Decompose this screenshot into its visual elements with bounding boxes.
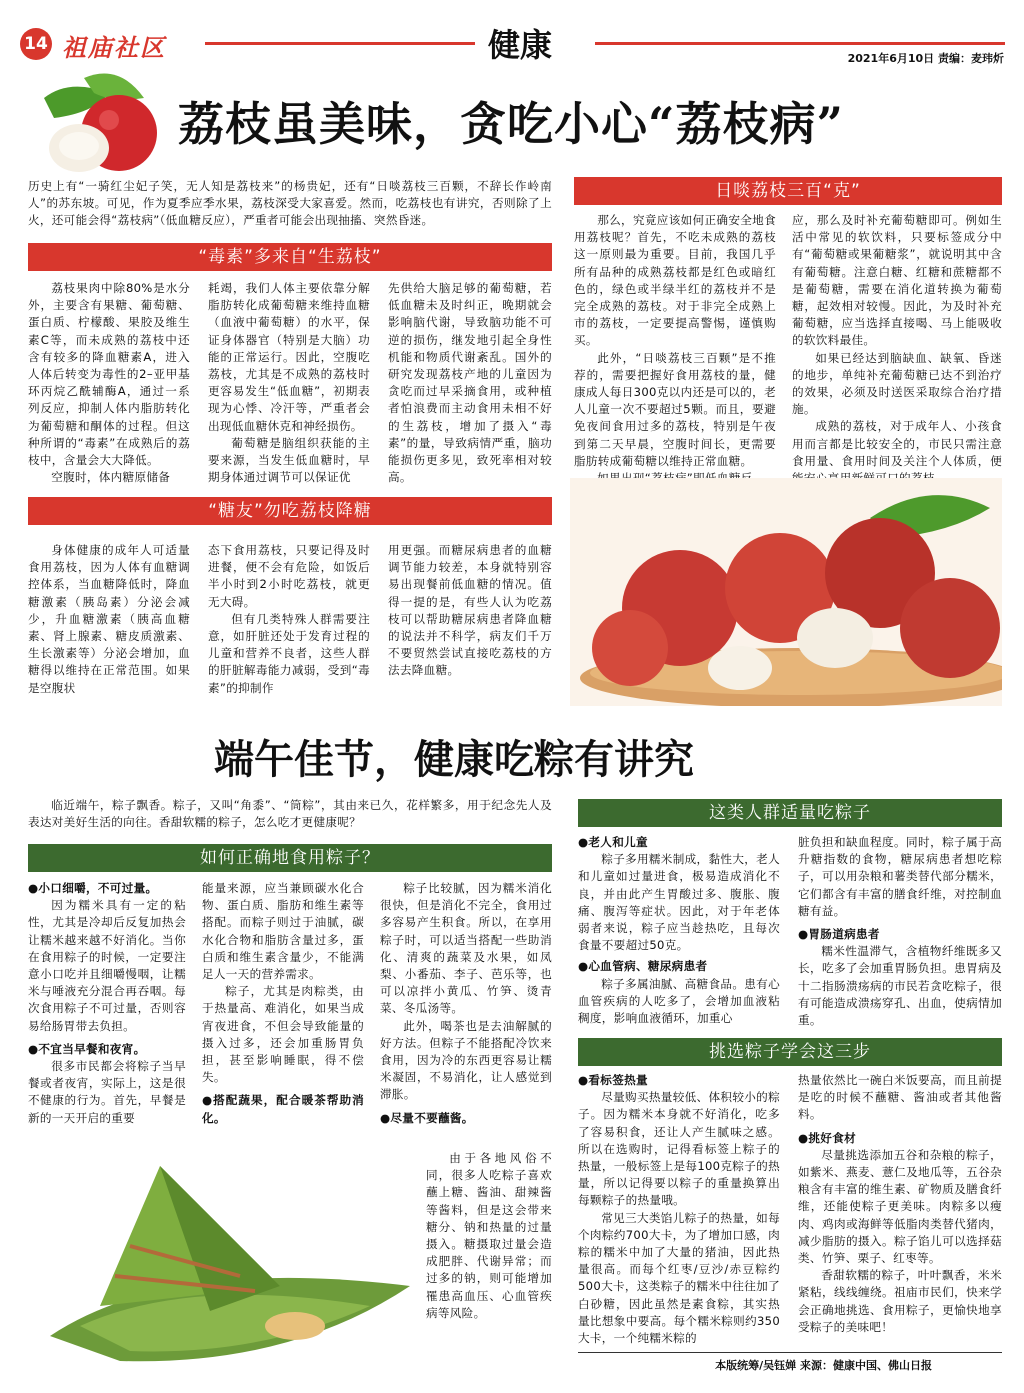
sec1-col1: 荔枝果肉中除80%是水分外，主要含有果糖、葡萄糖、蛋白质、柠檬酸、果胶及维生素C等，而未成熟的荔枝中还含有较多的降血糖素A，进入人体后转变为毒性的2–亚甲基环丙烷乙酰辅酶A，通过一系列反应，抑制人体内脂肪转化为葡萄糖和酮体的过程。但这种所谓的“毒素”在成熟后的荔枝中，含量会大大降低。 空腹时，体内糖原储备 (28, 281, 190, 485)
lychee-illustration (24, 58, 174, 178)
zongzi-illustration (40, 1136, 420, 1366)
footer-rule (578, 1352, 1002, 1353)
date-editor: 2021年6月10日 责编：麦玮炘 (847, 52, 1004, 65)
article2-intro: 临近端午，粽子飘香。粽子，又叫“角黍”、“筒粽”，其由来已久，花样繁多，用于纪念先人及表达对美好生活的向往。香甜软糯的粽子，怎么吃才更健康呢？ (28, 798, 552, 830)
section-title-choose: 挑选粽子学会这三步 (578, 1038, 1002, 1066)
sec3-col2: 应，那么及时补充葡萄糖即可。例如生活中常见的软饮料，只要标签成分中有“葡萄糖或果葡糖浆”，就说明其中含有葡萄糖。注意白糖、红糖和蔗糖都不是葡萄糖，需要在消化道转换为葡萄糖，起效相对较慢。因此，为及时补充葡萄糖，应当选择直接喝、马上能吸收的软饮料最佳。 如果已经达到脑缺血、缺氧、昏迷的地步，单纯补充葡萄糖已达不到治疗的效果，必须及时送医采取综合治疗措施。 成熟的荔枝，对于成年人、小孩食用而言都是比较安全的，市民只需注意食用量、食用时间及关注个人体质，便 (792, 213, 1002, 468)
section-title-diabetes: “糖友”勿吃荔枝降糖 (28, 497, 552, 525)
a2-col1: ●小口细嚼，不可过量。 因为糯米具有一定的粘性，尤其是冷却后反复加热会让糯米越来越不好消化。当你在食用粽子的时候，一定要注意小口吃并且细嚼慢咽，让糯米与唾液充分混合再吞咽。每次食用粽子不可过量，否则容易给肠胃带去负担。 ●不宜当早餐和夜宵。 很多市民都会将粽子当早餐或者夜宵，实际上，这是很不健康的行为。首先，早餐是新的一天开启的重要 (28, 881, 186, 1125)
section-title: 健康 (488, 26, 553, 64)
a2-choose-col2: 热量依然比一碗白米饭要高，而且前提是吃的时候不蘸糖、酱油或者其他酱料。 ●挑好食材 尽量挑选添加五谷和杂粮的粽子，如紫米、燕麦、薏仁及地瓜等，五谷杂粮含有丰富的维生素、矿物质及膳食纤维，还能使粽子更美味。肉粽多以瘦肉、鸡肉或海鲜等低脂肉类替代猪肉，减少脂肪的摄入。粽子馅儿可以选择菇类、竹笋、栗子、红枣等。 香甜软糯的粽子，叶叶飘香，米米紧粘，线线缠绕。祖庙市民们，快来学会正确地挑选、食用粽子，更愉快地享受粽子的美味吧！ (798, 1073, 1002, 1334)
section-brand: 祖庙社区 (62, 33, 166, 62)
lychee-bowl-photo (570, 478, 1002, 706)
header-rule-left (205, 42, 475, 45)
sec2-col2: 态下食用荔枝，只要记得及时进餐，便不会有危险，如饭后半小时到2小时吃荔枝，就更无大碍。 但有几类特殊人群需要注意，如肝脏还处于发育过程的儿童和营养不良者，这些人群的肝脏解毒能力减弱，受到“毒素”的抑制作 (208, 543, 370, 695)
sec2-col1: 身体健康的成年人可适量食用荔枝，因为人体有血糖调控体系，当血糖降低时，降血糖激素（胰岛素）分泌会减少，升血糖激素（胰高血糖素、肾上腺素、糖皮质激素、生长激素等）分泌会增加，血糖得以维持在正常范围。如果是空腹状 (28, 543, 190, 695)
footer-credit: 本版统筹/吴钰婵 来源：健康中国、佛山日报 (715, 1359, 932, 1372)
section-title-how-to-eat: 如何正确地食用粽子？ (28, 844, 552, 872)
header-rule-right (595, 42, 1005, 45)
section-title-300g: 日啖荔枝三百“克” (574, 177, 1002, 205)
a2-col3-bottom: 由于各地风俗不同，很多人吃粽子喜欢蘸上糖、酱油、甜辣酱等酱料，但是这会带来糖分、钠和热量的过量摄入。糖摄取过量会造成肥胖、代谢异常；而过多的钠，则可能增加罹患高血压、心血管疾病等风险。 (426, 1151, 552, 1320)
sec1-col2: 耗竭，我们人体主要依靠分解脂肪转化成葡萄糖来维持血糖（血液中葡萄糖）的水平，保证身体器官（特别是大脑）功能的正常运行。因此，空腹吃荔枝，尤其是不成熟的荔枝时更容易发生“低血糖”，初期表现为心悸、冷汗等，严重者会出现低血糖休克和神经损伤。 葡萄糖是脑组织获能的主要来源，当发生低血糖时，早期身体通过调节可以保证优 (208, 281, 370, 485)
a2-groups-col2: 脏负担和缺血程度。同时，粽子属于高升糖指数的食物，糖尿病患者想吃粽子，可以用杂粮和薯类替代部分糯米，它们都含有丰富的膳食纤维，对控制血糖有益。 ●胃肠道病患者 糯米性温滞气，含植物纤维既多又长，吃多了会加重胃肠负担。患胃病及十二指肠溃疡病的市民若贪吃粽子，很有可能造成溃疡穿孔、出血，使病情加重。 (798, 835, 1002, 1028)
a2-groups-col1: ●老人和儿童 粽子多用糯米制成，黏性大，老人和儿童如过量进食，极易造成消化不良，并由此产生胃酸过多、腹胀、腹痛、腹泻等症状。因此，对于年老体弱者来说，粽子应当趁热吃，且每次食量不要超过50克。 ●心血管病、糖尿病患者 粽子多属油腻、高糖食品。患有心血管疾病的人吃多了，会增加血液粘稠度，影响血液循环，加重心 (578, 835, 780, 1026)
article1-headline: 荔枝虽美味，贪吃小心“荔枝病” (178, 97, 844, 151)
article1-intro: 历史上有“一骑红尘妃子笑，无人知是荔枝来”的杨贵妃，还有“日啖荔枝三百颗，不辞长作岭南人”的苏东坡。可见，作为夏季应季水果，荔枝深受大家喜爱。然而，吃荔枝也有讲究，否则除了上火，还可能会得“荔枝病”（低血糖反应），严重者可能会出现抽搐、突然昏迷。 (28, 179, 552, 228)
page-number-badge: 14 (20, 28, 52, 60)
section-title-toxin: “毒素”多来自“生荔枝” (28, 243, 552, 271)
section-title-groups: 这类人群适量吃粽子 (578, 799, 1002, 827)
article2-headline: 端午佳节，健康吃粽有讲究 (214, 736, 694, 783)
sec1-col3: 先供给大脑足够的葡萄糖，若低血糖未及时纠正，晚期就会影响脑代谢，导致脑功能不可逆的损伤，继发地引起全身性机能和物质代谢紊乱。国外的研究发现荔枝产地的儿童因为贪吃而过早采摘食用，或种植者怕浪费而主动食用未相不好的生荔枝，增加了摄入“毒素”的量，导致病情严重，脑功能损伤更多见，致死率相对较高。 (388, 281, 552, 485)
sec3-col1: 那么，究竟应该如何正确安全地食用荔枝呢？首先，不吃未成熟的荔枝这一原则最为重要。目前，我国几乎所有品种的成熟荔枝都是红色或暗红色的，绿色或半绿半红的荔枝并不是完全成熟的荔枝。对于非完全成熟上市的荔枝，一定要提高警惕，谨慎购买。 此外，“日啖荔枝三百颗”是不推荐的，需要把握好食用荔枝的量，健康成人每日300克以内还是可以的，老人儿童一次不要超过5颗。而且，要避免夜间食用过多的荔枝，特别是午夜到第二天早晨，空腹时间长，更需要脂肪转成葡萄糖以维持正常血糖。 (574, 213, 776, 468)
a2-col2: 能量来源，应当兼顾碳水化合物、蛋白质、脂肪和维生素等搭配。而粽子则过于油腻，碳水化合物和脂肪含量过多，蛋白质和维生素含量少，不能满足人一天的营养需求。 粽子，尤其是肉粽类，由于热量高、难消化，如果当成宵夜进食，不但会导致能量的摄入过多，还会加重肠胃负担，甚至影响睡眠，得不偿失。 ●搭配蔬果，配合暖茶帮助消化。 (202, 881, 364, 1125)
sec2-col3: 用更强。而糖尿病患者的血糖调节能力较差，本身就特别容易出现餐前低血糖的情况。值得一提的是，有些人认为吃荔枝可以帮助糖尿病患者降血糖的说法并不科学，病友们千万不要贸然尝试直接吃荔枝的方法去降血糖。 (388, 543, 552, 678)
a2-col3: 粽子比较腻，因为糯米消化很快，但是消化不完全，食用过多容易产生积食。所以，在享用粽子时，可以适当搭配一些助消化、清爽的蔬菜及水果，如凤梨、小番茄、李子、芭乐等，也可以凉拌小黄瓜、竹笋、烫青菜、冬瓜汤等。 此外，喝茶也是去油解腻的好方法。但粽子不能搭配冷饮来食用，因为冷的东西更容易让糯米凝固，不易消化，让人感觉到滞胀。 ●尽量不要蘸酱。 (380, 881, 552, 1125)
a2-choose-col1: ●看标签热量 尽量购买热量较低、体积较小的粽子。因为糯米本身就不好消化，吃多了容易积食，还让人产生腻味之感。所以在选购时，记得看标签上粽子的热量，一般标签上是每100克粽子的热量，所以记得要以粽子的重量换算出每颗粽子的热量哦。 常见三大类馅儿粽子的热量，如每个肉粽约700大卡，为了增加口感，肉粽的糯米中加了大量的猪油，因此热量很高。而每个红枣/豆沙/赤豆粽约500大卡，这类粽子的糯米中往往加了白砂糖，因此虽然是素食粽，其实热量比想象中要高。每个糯米粽则约350大卡，一个纯糯米粽的 (578, 1073, 780, 1346)
